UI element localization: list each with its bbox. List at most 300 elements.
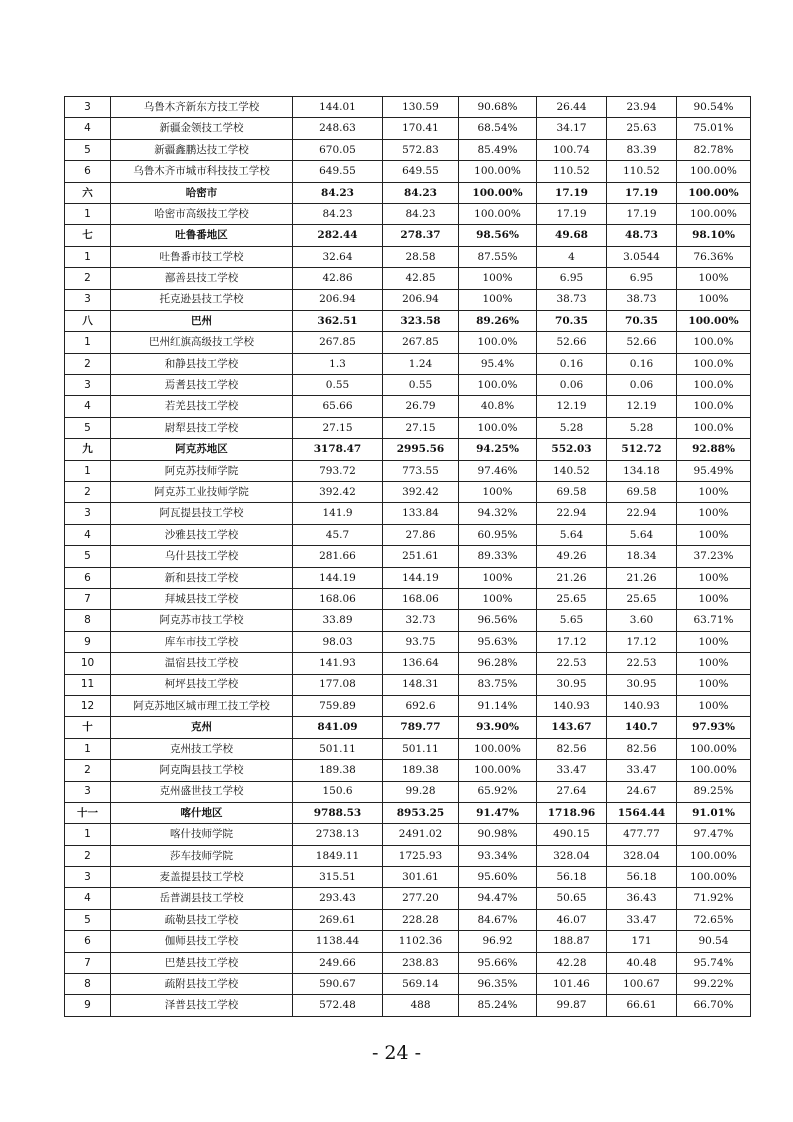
value-cell: 84.23 — [383, 203, 459, 224]
school-name-cell: 和静县技工学校 — [111, 353, 293, 374]
value-cell: 17.19 — [607, 182, 677, 203]
percent-cell: 100.00% — [459, 203, 537, 224]
percent-cell: 100.0% — [677, 332, 751, 353]
value-cell: 141.93 — [293, 653, 383, 674]
percent-cell: 96.92 — [459, 931, 537, 952]
school-name-cell: 托克逊县技工学校 — [111, 289, 293, 310]
value-cell: 3.60 — [607, 610, 677, 631]
school-name-cell: 哈密市高级技工学校 — [111, 203, 293, 224]
percent-cell: 95.49% — [677, 460, 751, 481]
school-name-cell: 克州 — [111, 717, 293, 738]
row-index-cell: 10 — [65, 653, 111, 674]
value-cell: 36.43 — [607, 888, 677, 909]
table-row — [65, 974, 751, 995]
value-cell: 46.07 — [537, 909, 607, 930]
percent-cell: 96.28% — [459, 653, 537, 674]
value-cell: 168.06 — [383, 588, 459, 609]
value-cell: 267.85 — [383, 332, 459, 353]
value-cell: 110.52 — [537, 161, 607, 182]
value-cell: 30.95 — [537, 674, 607, 695]
row-index-cell: 3 — [65, 97, 111, 118]
value-cell: 188.87 — [537, 931, 607, 952]
row-index-cell: 8 — [65, 610, 111, 631]
value-cell: 22.53 — [537, 653, 607, 674]
school-name-cell: 沙雅县技工学校 — [111, 524, 293, 545]
value-cell: 143.67 — [537, 717, 607, 738]
value-cell: 281.66 — [293, 546, 383, 567]
value-cell: 267.85 — [293, 332, 383, 353]
table-row — [65, 246, 751, 267]
percent-cell: 94.32% — [459, 503, 537, 524]
percent-cell: 100% — [677, 567, 751, 588]
value-cell: 251.61 — [383, 546, 459, 567]
table-row — [65, 653, 751, 674]
percent-cell: 95.60% — [459, 867, 537, 888]
percent-cell: 87.55% — [459, 246, 537, 267]
value-cell: 40.48 — [607, 952, 677, 973]
value-cell: 0.16 — [607, 353, 677, 374]
percent-cell: 94.47% — [459, 888, 537, 909]
school-name-cell: 阿克苏地区城市理工技工学校 — [111, 695, 293, 716]
table-row — [65, 588, 751, 609]
percent-cell: 84.67% — [459, 909, 537, 930]
value-cell: 25.65 — [537, 588, 607, 609]
school-name-cell: 麦盖提县技工学校 — [111, 867, 293, 888]
value-cell: 269.61 — [293, 909, 383, 930]
percent-cell: 37.23% — [677, 546, 751, 567]
row-index-cell: 1 — [65, 824, 111, 845]
value-cell: 17.19 — [537, 182, 607, 203]
percent-cell: 89.26% — [459, 310, 537, 331]
table-group-row — [65, 439, 751, 460]
percent-cell: 100.00% — [677, 760, 751, 781]
table-row — [65, 268, 751, 289]
percent-cell: 85.49% — [459, 139, 537, 160]
value-cell: 99.28 — [383, 781, 459, 802]
percent-cell: 65.92% — [459, 781, 537, 802]
row-index-cell: 4 — [65, 888, 111, 909]
value-cell: 18.34 — [607, 546, 677, 567]
value-cell: 692.6 — [383, 695, 459, 716]
table-group-row — [65, 802, 751, 823]
percent-cell: 100% — [459, 268, 537, 289]
data-table — [64, 96, 751, 1017]
value-cell: 33.47 — [537, 760, 607, 781]
row-index-cell: 3 — [65, 289, 111, 310]
school-name-cell: 乌鲁木齐市城市科技技工学校 — [111, 161, 293, 182]
value-cell: 140.52 — [537, 460, 607, 481]
value-cell: 98.03 — [293, 631, 383, 652]
table-group-row — [65, 225, 751, 246]
value-cell: 1.3 — [293, 353, 383, 374]
row-index-cell: 3 — [65, 375, 111, 396]
value-cell: 301.61 — [383, 867, 459, 888]
value-cell: 82.56 — [607, 738, 677, 759]
school-name-cell: 温宿县技工学校 — [111, 653, 293, 674]
table-group-row — [65, 717, 751, 738]
table-row — [65, 909, 751, 930]
page-number: - 24 - — [371, 1042, 422, 1064]
school-name-cell: 吐鲁番市技工学校 — [111, 246, 293, 267]
value-cell: 362.51 — [293, 310, 383, 331]
table-row — [65, 738, 751, 759]
table-group-row — [65, 310, 751, 331]
value-cell: 32.73 — [383, 610, 459, 631]
school-name-cell: 泽普县技工学校 — [111, 995, 293, 1016]
value-cell: 1725.93 — [383, 845, 459, 866]
value-cell: 206.94 — [383, 289, 459, 310]
school-name-cell: 若羌县技工学校 — [111, 396, 293, 417]
table-group-row — [65, 182, 751, 203]
school-name-cell: 疏附县技工学校 — [111, 974, 293, 995]
percent-cell: 89.25% — [677, 781, 751, 802]
value-cell: 0.55 — [383, 375, 459, 396]
row-index-cell: 8 — [65, 974, 111, 995]
percent-cell: 93.34% — [459, 845, 537, 866]
value-cell: 27.15 — [293, 417, 383, 438]
row-index-cell: 11 — [65, 674, 111, 695]
value-cell: 70.35 — [537, 310, 607, 331]
percent-cell: 93.90% — [459, 717, 537, 738]
percent-cell: 100.00% — [459, 760, 537, 781]
percent-cell: 100.00% — [677, 845, 751, 866]
value-cell: 569.14 — [383, 974, 459, 995]
table-row — [65, 460, 751, 481]
value-cell: 0.06 — [537, 375, 607, 396]
value-cell: 12.19 — [537, 396, 607, 417]
value-cell: 140.93 — [537, 695, 607, 716]
table-row — [65, 503, 751, 524]
value-cell: 488 — [383, 995, 459, 1016]
value-cell: 189.38 — [293, 760, 383, 781]
value-cell: 552.03 — [537, 439, 607, 460]
value-cell: 34.17 — [537, 118, 607, 139]
table-row — [65, 995, 751, 1016]
percent-cell: 71.92% — [677, 888, 751, 909]
percent-cell: 100.0% — [677, 375, 751, 396]
percent-cell: 72.65% — [677, 909, 751, 930]
value-cell: 25.63 — [607, 118, 677, 139]
value-cell: 28.58 — [383, 246, 459, 267]
percent-cell: 100% — [677, 268, 751, 289]
row-index-cell: 3 — [65, 503, 111, 524]
value-cell: 1564.44 — [607, 802, 677, 823]
school-name-cell: 莎车技师学院 — [111, 845, 293, 866]
value-cell: 22.94 — [537, 503, 607, 524]
school-name-cell: 阿克苏地区 — [111, 439, 293, 460]
value-cell: 477.77 — [607, 824, 677, 845]
value-cell: 328.04 — [537, 845, 607, 866]
value-cell: 101.46 — [537, 974, 607, 995]
table-row — [65, 139, 751, 160]
value-cell: 22.53 — [607, 653, 677, 674]
table-row — [65, 546, 751, 567]
row-index-cell: 2 — [65, 353, 111, 374]
value-cell: 99.87 — [537, 995, 607, 1016]
value-cell: 315.51 — [293, 867, 383, 888]
school-name-cell: 喀什技师学院 — [111, 824, 293, 845]
percent-cell: 92.88% — [677, 439, 751, 460]
value-cell: 84.23 — [293, 182, 383, 203]
percent-cell: 97.93% — [677, 717, 751, 738]
table-row — [65, 952, 751, 973]
value-cell: 392.42 — [383, 482, 459, 503]
school-name-cell: 库车市技工学校 — [111, 631, 293, 652]
percent-cell: 100% — [677, 674, 751, 695]
value-cell: 33.47 — [607, 909, 677, 930]
value-cell: 1.24 — [383, 353, 459, 374]
row-index-cell: 9 — [65, 631, 111, 652]
row-index-cell: 5 — [65, 417, 111, 438]
value-cell: 25.65 — [607, 588, 677, 609]
value-cell: 130.59 — [383, 97, 459, 118]
percent-cell: 97.46% — [459, 460, 537, 481]
row-index-cell: 3 — [65, 867, 111, 888]
value-cell: 9788.53 — [293, 802, 383, 823]
table-row — [65, 931, 751, 952]
value-cell: 649.55 — [383, 161, 459, 182]
value-cell: 22.94 — [607, 503, 677, 524]
school-name-cell: 伽师县技工学校 — [111, 931, 293, 952]
value-cell: 590.67 — [293, 974, 383, 995]
percent-cell: 83.75% — [459, 674, 537, 695]
value-cell: 4 — [537, 246, 607, 267]
value-cell: 0.16 — [537, 353, 607, 374]
table-row — [65, 524, 751, 545]
value-cell: 24.67 — [607, 781, 677, 802]
value-cell: 189.38 — [383, 760, 459, 781]
value-cell: 5.64 — [537, 524, 607, 545]
value-cell: 278.37 — [383, 225, 459, 246]
school-name-cell: 乌什县技工学校 — [111, 546, 293, 567]
percent-cell: 100.00% — [677, 738, 751, 759]
school-name-cell: 阿瓦提县技工学校 — [111, 503, 293, 524]
value-cell: 501.11 — [383, 738, 459, 759]
value-cell: 148.31 — [383, 674, 459, 695]
table-row — [65, 482, 751, 503]
school-name-cell: 尉犁县技工学校 — [111, 417, 293, 438]
percent-cell: 100.00% — [677, 203, 751, 224]
value-cell: 133.84 — [383, 503, 459, 524]
value-cell: 26.44 — [537, 97, 607, 118]
table-row — [65, 695, 751, 716]
row-index-cell: 5 — [65, 546, 111, 567]
table-row — [65, 332, 751, 353]
value-cell: 841.09 — [293, 717, 383, 738]
value-cell: 100.67 — [607, 974, 677, 995]
percent-cell: 76.36% — [677, 246, 751, 267]
value-cell: 17.12 — [607, 631, 677, 652]
row-index-cell: 7 — [65, 952, 111, 973]
percent-cell: 100.00% — [677, 161, 751, 182]
table-row — [65, 888, 751, 909]
value-cell: 793.72 — [293, 460, 383, 481]
value-cell: 248.63 — [293, 118, 383, 139]
table-row — [65, 161, 751, 182]
row-index-cell: 2 — [65, 845, 111, 866]
value-cell: 136.64 — [383, 653, 459, 674]
school-name-cell: 喀什地区 — [111, 802, 293, 823]
row-index-cell: 6 — [65, 567, 111, 588]
value-cell: 33.89 — [293, 610, 383, 631]
row-index-cell: 2 — [65, 760, 111, 781]
percent-cell: 100% — [677, 503, 751, 524]
percent-cell: 82.78% — [677, 139, 751, 160]
value-cell: 323.58 — [383, 310, 459, 331]
percent-cell: 75.01% — [677, 118, 751, 139]
value-cell: 490.15 — [537, 824, 607, 845]
school-name-cell: 新疆金领技工学校 — [111, 118, 293, 139]
row-index-cell: 2 — [65, 482, 111, 503]
table-row — [65, 781, 751, 802]
value-cell: 17.19 — [537, 203, 607, 224]
table-row — [65, 674, 751, 695]
value-cell: 66.61 — [607, 995, 677, 1016]
value-cell: 83.39 — [607, 139, 677, 160]
value-cell: 69.58 — [537, 482, 607, 503]
percent-cell: 100% — [677, 653, 751, 674]
school-name-cell: 哈密市 — [111, 182, 293, 203]
row-index-cell: 六 — [65, 182, 111, 203]
value-cell: 27.64 — [537, 781, 607, 802]
value-cell: 70.35 — [607, 310, 677, 331]
school-name-cell: 巴楚县技工学校 — [111, 952, 293, 973]
value-cell: 27.15 — [383, 417, 459, 438]
percent-cell: 96.56% — [459, 610, 537, 631]
school-name-cell: 新和县技工学校 — [111, 567, 293, 588]
percent-cell: 100.00% — [459, 182, 537, 203]
percent-cell: 89.33% — [459, 546, 537, 567]
value-cell: 3.0544 — [607, 246, 677, 267]
school-name-cell: 阿克苏市技工学校 — [111, 610, 293, 631]
percent-cell: 66.70% — [677, 995, 751, 1016]
value-cell: 282.44 — [293, 225, 383, 246]
row-index-cell: 7 — [65, 588, 111, 609]
row-index-cell: 9 — [65, 995, 111, 1016]
row-index-cell: 七 — [65, 225, 111, 246]
row-index-cell: 1 — [65, 332, 111, 353]
value-cell: 512.72 — [607, 439, 677, 460]
value-cell: 1138.44 — [293, 931, 383, 952]
percent-cell: 90.54 — [677, 931, 751, 952]
percent-cell: 90.98% — [459, 824, 537, 845]
percent-cell: 100.00% — [459, 161, 537, 182]
percent-cell: 100.00% — [677, 867, 751, 888]
percent-cell: 95.66% — [459, 952, 537, 973]
table-row — [65, 760, 751, 781]
value-cell: 110.52 — [607, 161, 677, 182]
table-row — [65, 289, 751, 310]
percent-cell: 91.47% — [459, 802, 537, 823]
value-cell: 649.55 — [293, 161, 383, 182]
value-cell: 1849.11 — [293, 845, 383, 866]
value-cell: 84.23 — [383, 182, 459, 203]
value-cell: 141.9 — [293, 503, 383, 524]
value-cell: 17.12 — [537, 631, 607, 652]
percent-cell: 98.10% — [677, 225, 751, 246]
value-cell: 32.64 — [293, 246, 383, 267]
row-index-cell: 4 — [65, 396, 111, 417]
percent-cell: 100% — [677, 695, 751, 716]
percent-cell: 90.68% — [459, 97, 537, 118]
value-cell: 238.83 — [383, 952, 459, 973]
percent-cell: 100% — [677, 482, 751, 503]
percent-cell: 100.00% — [677, 310, 751, 331]
value-cell: 2738.13 — [293, 824, 383, 845]
value-cell: 140.93 — [607, 695, 677, 716]
value-cell: 206.94 — [293, 289, 383, 310]
percent-cell: 63.71% — [677, 610, 751, 631]
value-cell: 26.79 — [383, 396, 459, 417]
value-cell: 33.47 — [607, 760, 677, 781]
table-row — [65, 610, 751, 631]
value-cell: 789.77 — [383, 717, 459, 738]
table-row — [65, 567, 751, 588]
school-name-cell: 岳普湖县技工学校 — [111, 888, 293, 909]
table-row — [65, 845, 751, 866]
value-cell: 249.66 — [293, 952, 383, 973]
row-index-cell: 1 — [65, 738, 111, 759]
school-name-cell: 拜城县技工学校 — [111, 588, 293, 609]
value-cell: 144.19 — [293, 567, 383, 588]
value-cell: 49.26 — [537, 546, 607, 567]
school-name-cell: 疏勒县技工学校 — [111, 909, 293, 930]
percent-cell: 100% — [459, 567, 537, 588]
value-cell: 773.55 — [383, 460, 459, 481]
row-index-cell: 12 — [65, 695, 111, 716]
school-name-cell: 阿克苏工业技师学院 — [111, 482, 293, 503]
value-cell: 42.28 — [537, 952, 607, 973]
value-cell: 6.95 — [537, 268, 607, 289]
value-cell: 277.20 — [383, 888, 459, 909]
value-cell: 134.18 — [607, 460, 677, 481]
row-index-cell: 6 — [65, 161, 111, 182]
value-cell: 65.66 — [293, 396, 383, 417]
value-cell: 293.43 — [293, 888, 383, 909]
table-row — [65, 118, 751, 139]
table-row — [65, 396, 751, 417]
value-cell: 48.73 — [607, 225, 677, 246]
percent-cell: 100.00% — [677, 182, 751, 203]
row-index-cell: 1 — [65, 246, 111, 267]
value-cell: 8953.25 — [383, 802, 459, 823]
percent-cell: 100% — [459, 482, 537, 503]
value-cell: 168.06 — [293, 588, 383, 609]
value-cell: 23.94 — [607, 97, 677, 118]
percent-cell: 91.01% — [677, 802, 751, 823]
percent-cell: 100.0% — [459, 417, 537, 438]
value-cell: 0.55 — [293, 375, 383, 396]
percent-cell: 60.95% — [459, 524, 537, 545]
value-cell: 144.19 — [383, 567, 459, 588]
value-cell: 5.28 — [537, 417, 607, 438]
percent-cell: 100.00% — [459, 738, 537, 759]
value-cell: 30.95 — [607, 674, 677, 695]
value-cell: 6.95 — [607, 268, 677, 289]
value-cell: 144.01 — [293, 97, 383, 118]
row-index-cell: 4 — [65, 524, 111, 545]
school-name-cell: 鄯善县技工学校 — [111, 268, 293, 289]
percent-cell: 100.0% — [677, 417, 751, 438]
value-cell: 56.18 — [537, 867, 607, 888]
value-cell: 93.75 — [383, 631, 459, 652]
row-index-cell: 1 — [65, 203, 111, 224]
percent-cell: 100% — [677, 631, 751, 652]
percent-cell: 100% — [677, 289, 751, 310]
value-cell: 50.65 — [537, 888, 607, 909]
percent-cell: 96.35% — [459, 974, 537, 995]
table-row — [65, 353, 751, 374]
